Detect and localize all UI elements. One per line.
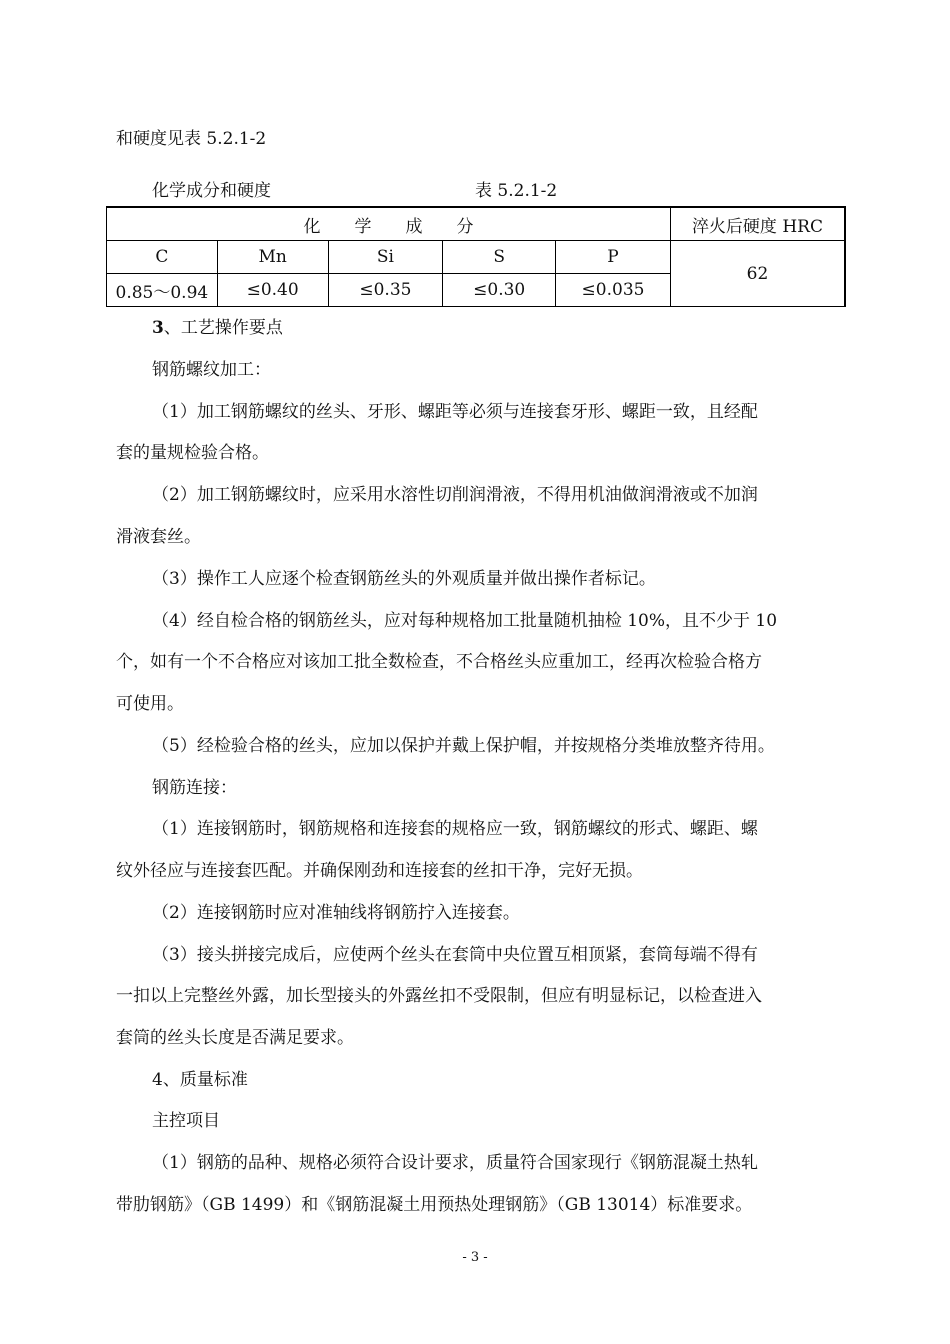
col-mn: Mn [217,241,328,274]
hardness-value: 62 [670,241,845,307]
section-4-heading: 4、质量标准 [152,1070,248,1090]
table-header-row [107,207,846,241]
col-p: P [556,241,671,274]
subheading-rebar-connection: 钢筋连接： [152,778,237,798]
value-s: ≤0.30 [443,274,556,307]
value-mn: ≤0.40 [217,274,328,307]
value-si: ≤0.35 [328,274,443,307]
text-line: 带肋钢筋》（GB 1499）和《钢筋混凝土用预热处理钢筋》（GB 13014）标准要求。 [116,1195,753,1215]
text-line: 滑液套丝。 [116,527,201,547]
text-line: （2）加工钢筋螺纹时，应采用水溶性切削润滑液，不得用机油做润滑液或不加润 [152,485,758,505]
element-row [107,241,846,274]
col-s: S [443,241,556,274]
section-3-heading [152,317,283,339]
value-p: ≤0.035 [556,274,671,307]
table-caption-title: 化学成分和硬度 [152,181,271,201]
value-c: 0.85～0.94 [107,274,218,307]
text-line: 纹外径应与连接套匹配。并确保刚劲和连接套的丝扣干净，完好无损。 [116,861,643,881]
text-line: （4）经自检合格的钢筋丝头，应对每种规格加工批量随机抽检 10%，且不少于 10 [152,611,778,631]
hardness-header: 淬火后硬度 HRC [670,207,845,241]
paragraph-intro: 和硬度见表 5.2.1-2 [116,129,267,149]
text-line: （3）操作工人应逐个检查钢筋丝头的外观质量并做出操作者标记。 [152,569,656,589]
subheading-thread-processing: 钢筋螺纹加工： [152,360,271,380]
col-si: Si [328,241,443,274]
text-line: （5）经检验合格的丝头，应加以保护并戴上保护帽，并按规格分类堆放整齐待用。 [152,736,775,756]
text-line: （3）接头拼接完成后，应使两个丝头在套筒中央位置互相顶紧，套筒每端不得有 [152,945,758,965]
page-number: - 3 - [462,1250,488,1265]
text-line: 一扣以上完整丝外露，加长型接头的外露丝扣不受限制，但应有明显标记，以检查进入 [116,986,762,1006]
subheading-main-control-items: 主控项目 [152,1111,220,1131]
text-line: （1）连接钢筋时，钢筋规格和连接套的规格应一致，钢筋螺纹的形式、螺距、螺 [152,819,758,839]
table-caption-number: 表 5.2.1-2 [475,181,558,201]
text-line: 可使用。 [116,694,184,714]
text-line: 个，如有一个不合格应对该加工批全数检查，不合格丝头应重加工，经再次检验合格方 [116,652,762,672]
col-c: C [107,241,218,274]
text-line: （1）加工钢筋螺纹的丝头、牙形、螺距等必须与连接套牙形、螺距一致，且经配 [152,402,758,422]
section-3-number: 3 [152,318,164,338]
chemical-composition-table [106,206,846,307]
section-3-title: 、工艺操作要点 [163,318,283,338]
chem-composition-header: 化 学 成 分 [107,207,671,241]
text-line: （2）连接钢筋时应对准轴线将钢筋拧入连接套。 [152,903,520,923]
text-line: 套筒的丝头长度是否满足要求。 [116,1028,354,1048]
text-line: 套的量规检验合格。 [116,443,269,463]
text-line: （1）钢筋的品种、规格必须符合设计要求，质量符合国家现行《钢筋混凝土热轧 [152,1153,758,1173]
